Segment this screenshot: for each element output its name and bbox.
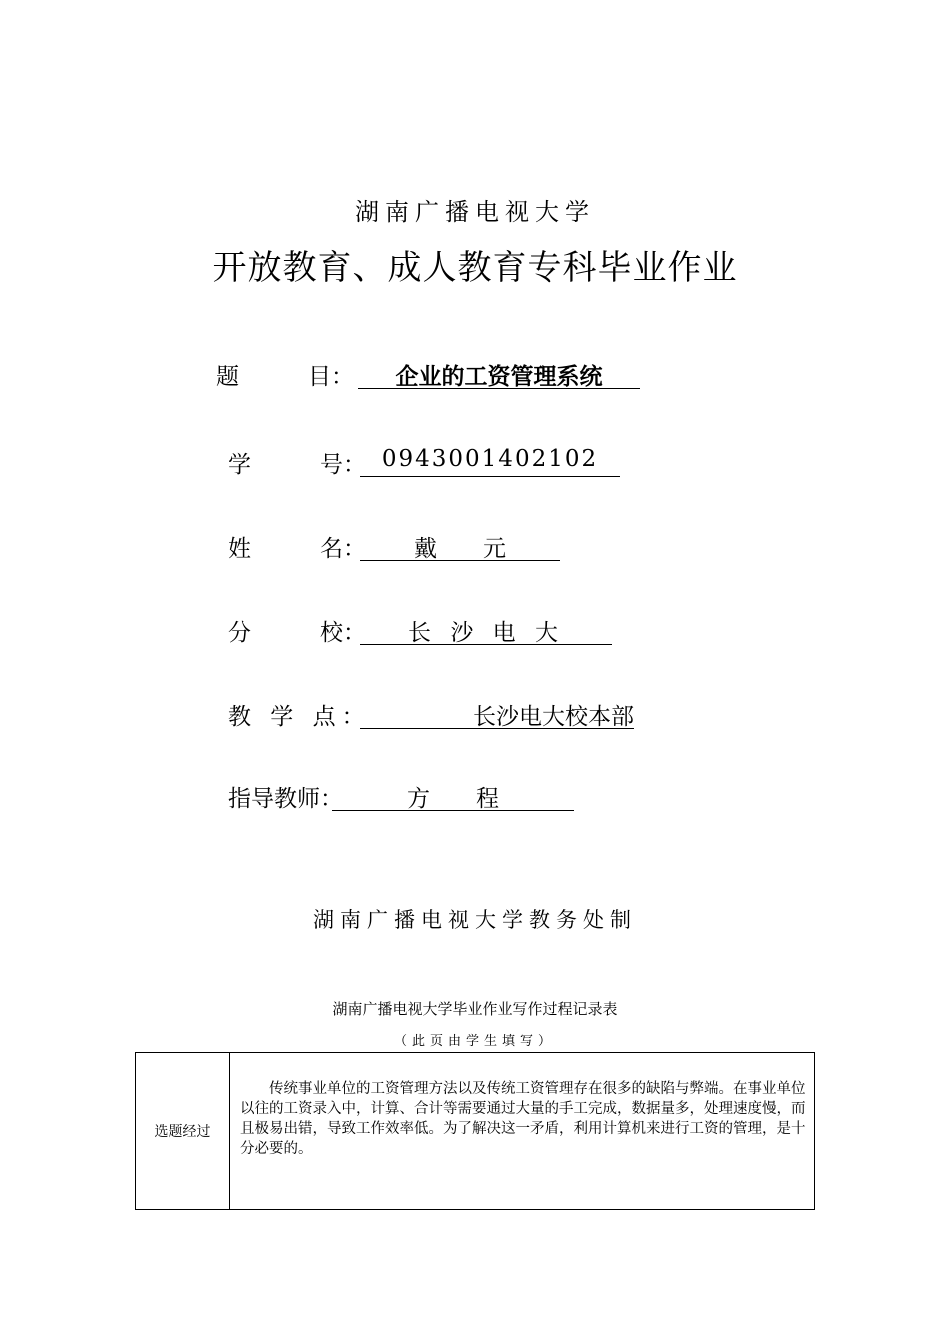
field-topic (216, 358, 646, 394)
record-row-label: 选题经过 (136, 1053, 230, 1209)
field-topic-label: 题 目： (216, 364, 354, 390)
field-branch-value: 长 沙 电 大 (360, 614, 612, 645)
record-table-title: 湖南广播电视大学毕业作业写作过程记录表 (332, 1000, 618, 1018)
field-name-value: 戴 元 (360, 530, 560, 561)
record-row-text: 传统事业单位的工资管理方法以及传统工资管理存在很多的缺陷与弊端。在事业单位以往的工资录入中，计算、合计等需要通过大量的手工完成，数据量多，处理速度慢，而且极易出错，导致工作效率低。为了解决这一矛盾，利用计算机来进行工资的管理，是十分必要的。 (240, 1081, 806, 1157)
record-table-note: （此页由学生填写） (393, 1034, 556, 1049)
issuing-office: 湖南广播电视大学教务处制 (313, 908, 637, 932)
record-table (135, 1052, 815, 1210)
university-name: 湖南广播电视大学 (355, 198, 595, 226)
document-title: 开放教育、成人教育专科毕业作业 (212, 248, 738, 288)
field-name-label: 姓 名： (228, 536, 366, 562)
field-teaching-point-label: 教 学 点： (228, 704, 371, 730)
field-student-id (228, 446, 628, 482)
field-topic-value: 企业的工资管理系统 (358, 358, 640, 389)
field-advisor-label: 指导教师： (228, 786, 343, 812)
field-teaching-point (228, 698, 648, 734)
field-branch (228, 614, 628, 650)
field-student-id-label: 学 号： (228, 452, 366, 478)
field-teaching-point-value: 长沙电大校本部 (360, 698, 634, 729)
field-advisor-value: 方 程 (332, 780, 574, 811)
field-branch-label: 分 校： (228, 620, 366, 646)
field-student-id-value: 0943001402102 (360, 446, 620, 477)
field-name (228, 530, 628, 566)
field-advisor (228, 780, 628, 816)
